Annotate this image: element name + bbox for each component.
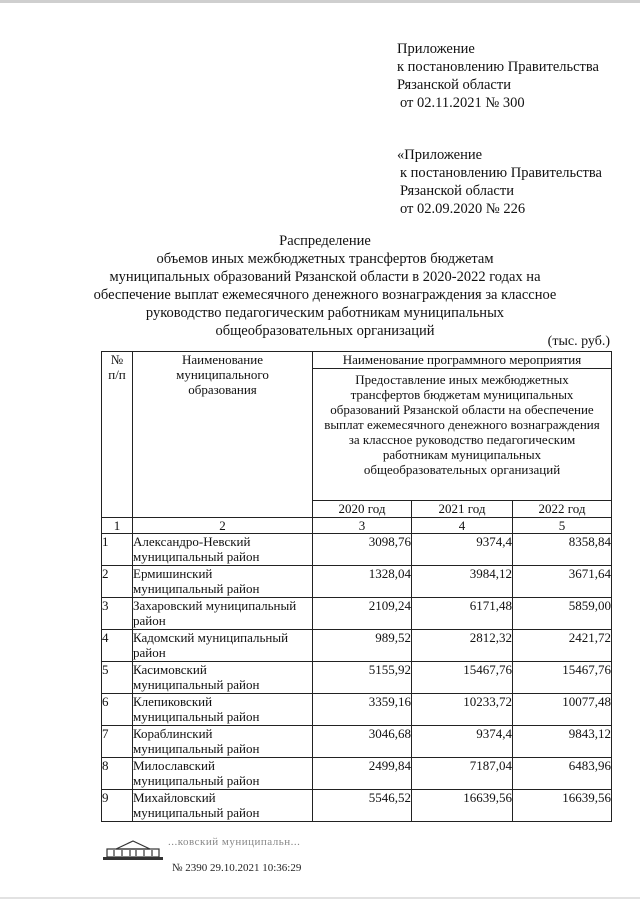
value-2022: 9843,12 [513,726,612,758]
value-2021: 6171,48 [412,598,513,630]
column-index: 2 [133,518,313,534]
scan-top-edge [0,0,640,3]
col-header-number: № п/п [102,352,133,518]
table-row [102,790,612,822]
table-row [102,662,612,694]
value-2020: 2109,24 [313,598,412,630]
municipality-name: Александро-Невский муниципальный район [133,534,313,566]
table-row [102,726,612,758]
column-index: 5 [513,518,612,534]
document-title [80,232,570,340]
row-number: 9 [102,790,133,822]
municipality-name: Клепиковский муниципальный район [133,694,313,726]
appendix-title: «Приложение [397,147,483,163]
appendix-line: к постановлению Правительства [397,59,599,75]
row-number: 7 [102,726,133,758]
value-2022: 2421,72 [513,630,612,662]
previous-appendix-header [397,146,602,218]
value-2020: 3046,68 [313,726,412,758]
municipality-name: Кадомский муниципальный район [133,630,313,662]
unit-label: (тыс. руб.) [547,334,610,349]
table-row [102,694,612,726]
table-header-row [102,352,612,369]
value-2022: 5859,00 [513,598,612,630]
value-2022: 6483,96 [513,758,612,790]
value-2020: 5155,92 [313,662,412,694]
table-row [102,534,612,566]
page-footer [100,828,400,888]
value-2020: 2499,84 [313,758,412,790]
value-2020: 989,52 [313,630,412,662]
row-number: 8 [102,758,133,790]
value-2022: 15467,76 [513,662,612,694]
title-line: руководство педагогическим работникам муниципальных [145,305,505,321]
title-line: обеспечение выплат ежемесячного денежного вознаграждения за классное [93,287,557,303]
col-header-municipality: Наименование муниципального образования [133,352,313,518]
table-row [102,598,612,630]
municipality-name: Касимовский муниципальный район [133,662,313,694]
value-2020: 1328,04 [313,566,412,598]
row-number: 1 [102,534,133,566]
value-2021: 2812,32 [412,630,513,662]
value-2021: 9374,4 [412,534,513,566]
value-2021: 10233,72 [412,694,513,726]
appendix-header [397,40,599,112]
table-row [102,630,612,662]
registration-stamp: № 2390 29.10.2021 10:36:29 [172,862,302,874]
government-building-icon [102,838,164,862]
value-2022: 3671,64 [513,566,612,598]
col-header-2020: 2020 год [313,501,412,518]
municipality-name: Захаровский муниципальный район [133,598,313,630]
appendix-date: от 02.09.2020 № 226 [400,201,526,217]
row-number: 5 [102,662,133,694]
municipality-name: Михайловский муниципальный район [133,790,313,822]
distribution-table [101,351,612,822]
value-2020: 5546,52 [313,790,412,822]
column-index: 1 [102,518,133,534]
row-number: 2 [102,566,133,598]
value-2021: 9374,4 [412,726,513,758]
row-number: 6 [102,694,133,726]
appendix-line: Рязанской области [397,77,511,93]
col-header-2022: 2022 год [513,501,612,518]
municipality-name: Кораблинский муниципальный район [133,726,313,758]
value-2020: 3098,76 [313,534,412,566]
title-line: Распределение [279,233,371,249]
row-number: 3 [102,598,133,630]
appendix-line: к постановлению Правительства [400,165,602,181]
column-index: 4 [412,518,513,534]
table-row [102,566,612,598]
row-number: 4 [102,630,133,662]
program-description: Предоставление иных межбюджетных трансфертов бюджетам муниципальных образований Рязанской области на обеспечение выплат ежемесячного денежного вознаграждения за классное руководство педагогическим работникам муниципальных общеобразовательных организаций [313,369,612,501]
municipality-name: Ермишинский муниципальный район [133,566,313,598]
value-2021: 7187,04 [412,758,513,790]
column-index: 3 [313,518,412,534]
title-line: общеобразовательных организаций [215,323,435,339]
scan-bottom-edge [0,897,640,899]
appendix-date: от 02.11.2021 № 300 [400,95,525,111]
table-row [102,758,612,790]
value-2021: 16639,56 [412,790,513,822]
faded-continuation-text: ...ковский муниципальн... [168,836,301,848]
column-index-row [102,518,612,534]
appendix-title: Приложение [397,41,475,57]
appendix-line: Рязанской области [400,183,514,199]
value-2021: 15467,76 [412,662,513,694]
value-2020: 3359,16 [313,694,412,726]
title-line: объемов иных межбюджетных трансфертов бюджетам [156,251,494,267]
value-2022: 8358,84 [513,534,612,566]
title-line: муниципальных образований Рязанской области в 2020-2022 годах на [109,269,541,285]
col-header-program: Наименование программного мероприятия [313,352,612,369]
value-2021: 3984,12 [412,566,513,598]
value-2022: 16639,56 [513,790,612,822]
municipality-name: Милославский муниципальный район [133,758,313,790]
value-2022: 10077,48 [513,694,612,726]
col-header-2021: 2021 год [412,501,513,518]
